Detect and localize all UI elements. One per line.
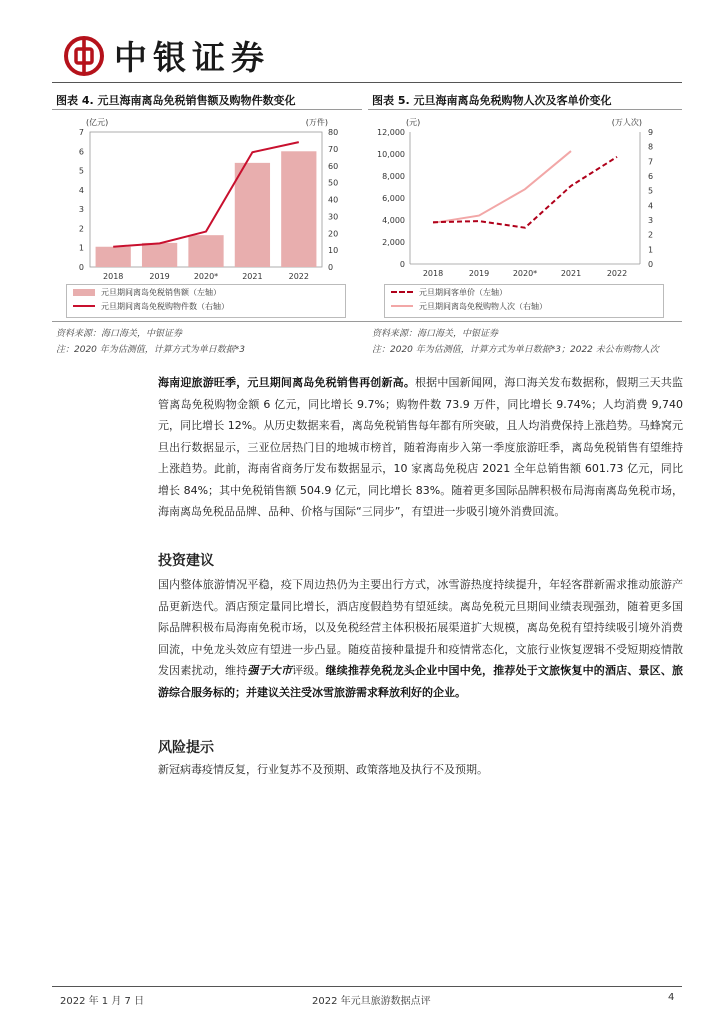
fig5-title: 图表 5. 元旦海南离岛免税购物人次及客单价变化 — [372, 94, 612, 107]
paragraph-investment-after: 评级。 — [292, 664, 326, 677]
company-logo — [64, 32, 270, 79]
fig4-left-tick: 5 — [78, 166, 84, 176]
fig4-right-tick: 40 — [328, 195, 339, 205]
paragraph-hainan-lead: 海南迎旅游旺季，元旦期间离岛免税销售再创新高。 — [158, 376, 415, 389]
fig5-legend-dashed — [391, 285, 663, 299]
fig5-left-unit: (元) — [406, 118, 421, 127]
fig5-solid-series — [433, 151, 571, 223]
fig5-legend-solid — [391, 299, 663, 313]
footer-title: 2022 年元旦旅游数据点评 — [312, 996, 431, 1007]
fig5-chart — [372, 112, 678, 320]
heading-risk: 风险提示 — [158, 740, 214, 756]
fig4-line-series — [113, 142, 299, 247]
header-rule — [52, 82, 682, 83]
paragraph-hainan-text: 根据中国新闻网，海口海关发布数据称，假期三天共监管离岛免税购物金额 6 亿元，同比增长 9.7%；购物件数 73.9 万件，同比增长 9.74%；人均消费 9,740 元，同比增长 12%。从历史数据来看，离岛免税销售每年都有所突破，且人均消费保持上涨趋势。马蜂窝元旦出行数据显示，三亚位居热门目的地城市榜首，随着海南步入第一季度旅游旺季，离岛免税销售有望维持上涨趋势。此前，海南省商务厅发布数据显示，10 家离岛免税店 2021 全年总销售额 601.73 亿元，同比增长 84%；其中免税销售额 504.9 亿元，同比增长 83%。随着更多国际品牌积极布局海南离岛免税市场，海南离岛免税品品牌、品种、价格与国际“三同步”，有望进一步吸引境外消费回流。 — [158, 376, 683, 518]
fig4-right-tick: 50 — [328, 178, 339, 188]
fig5-legend-solid-label: 元旦期间离岛免税购物人次（右轴） — [419, 301, 547, 311]
fig4-right-tick: 70 — [328, 144, 339, 154]
fig4-chart — [56, 112, 356, 320]
fig4-legend — [66, 284, 346, 318]
paragraph-risk: 新冠病毒疫情反复，行业复苏不及预期、政策落地及执行不及预期。 — [158, 763, 488, 776]
fig5-note: 注：2020 年为估测值，计算方式为单日数据*3；2022 未公布购物人次 — [372, 345, 659, 355]
fig5-right-tick: 5 — [648, 186, 654, 196]
fig4-right-tick: 80 — [328, 128, 339, 137]
fig4-right-tick: 30 — [328, 212, 339, 222]
paragraph-hainan — [158, 372, 683, 523]
fig5-left-tick: 12,000 — [377, 128, 405, 137]
bank-logo-icon — [64, 36, 104, 76]
fig4-x-tick: 2021 — [242, 272, 263, 281]
fig4-svg — [56, 112, 356, 282]
fig4-right-unit: (万件) — [305, 118, 328, 127]
fig5-right-tick: 3 — [648, 216, 654, 225]
fig4-x-tick: 2022 — [288, 272, 309, 281]
fig4-left-tick: 4 — [78, 185, 84, 195]
paragraph-investment-bold: 继续推荐免税龙头企业中国中免，推荐处于文旅恢复中的酒店、景区、旅游综合服务标的；并建议关注受冰雪旅游需求释放利好的企业。 — [158, 664, 684, 699]
footer-date: 2022 年 1 月 7 日 — [60, 996, 145, 1007]
legend-line-swatch — [73, 305, 95, 307]
fig4-right-tick: 0 — [328, 263, 334, 272]
rating-text: 强于大市 — [247, 664, 293, 677]
fig4-left-tick: 0 — [78, 263, 84, 272]
fig5-right-tick: 8 — [648, 142, 654, 152]
fig4-bar — [142, 243, 177, 267]
fig4-x-tick: 2019 — [149, 272, 170, 281]
fig5-right-tick: 0 — [648, 260, 654, 269]
fig5-left-tick: 8,000 — [382, 172, 405, 181]
fig5-left-tick: 0 — [399, 260, 405, 269]
fig4-rule — [52, 109, 362, 110]
fig5-legend — [384, 284, 664, 318]
fig5-right-tick: 9 — [648, 128, 654, 137]
fig4-left-tick: 2 — [78, 224, 84, 234]
fig4-right-tick: 20 — [328, 229, 339, 239]
fig4-left-tick: 1 — [78, 243, 84, 253]
fig4-legend-bar — [73, 285, 345, 299]
fig4-bar — [235, 163, 270, 267]
footer-page: 4 — [668, 992, 675, 1003]
fig5-right-unit: (万人次) — [611, 118, 642, 127]
fig4-right-tick: 10 — [328, 246, 339, 256]
fig5-right-tick: 6 — [648, 172, 654, 181]
fig5-x-tick: 2022 — [606, 269, 628, 278]
fig4-bar — [281, 151, 316, 267]
fig5-legend-dashed-label: 元旦期间客单价（左轴） — [419, 287, 507, 297]
legend-bar-swatch — [73, 289, 95, 296]
fig4-left-unit: (亿元) — [86, 118, 109, 127]
fig4-left-tick: 3 — [78, 205, 84, 215]
fig5-dashed-series — [433, 157, 617, 228]
fig5-svg — [372, 112, 678, 282]
fig4-legend-bar-label: 元旦期间离岛免税销售额（左轴） — [101, 287, 221, 297]
fig5-x-tick: 2020* — [512, 269, 538, 278]
fig5-left-tick: 6,000 — [382, 194, 405, 203]
fig4-note: 注：2020 年为估测值，计算方式为单日数据*3 — [56, 345, 245, 355]
fig4-right-tick: 60 — [328, 161, 339, 171]
fig4-left-tick: 6 — [78, 147, 84, 157]
fig5-rule — [368, 109, 682, 110]
fig4-bar — [96, 247, 131, 267]
legend-dashed-swatch — [391, 291, 413, 293]
paragraph-investment — [158, 574, 683, 703]
fig5-left-tick: 10,000 — [377, 150, 405, 159]
fig4-x-tick: 2020* — [193, 272, 219, 281]
fig5-right-tick: 2 — [648, 230, 654, 240]
paragraph-investment-text: 国内整体旅游情况平稳，疫下周边热仍为主要出行方式，冰雪游热度持续提升，年轻客群新需求推动旅游产品更新迭代。酒店预定量同比增长，酒店度假趋势有望延续。离岛免税元旦期间业绩表现强劲，随着更多国际品牌积极布局海南免税市场，以及免税经营主体积极拓展渠道扩大规模，离岛免税有望持续吸引境外消费回流，中免龙头效应有望进一步凸显。随疫苗接种量提升和疫情常态化，文旅行业恢复逻辑不受短期疫情散发因素扰动，维持 — [158, 578, 683, 677]
company-name: 中银证券 — [114, 38, 270, 77]
fig5-right-tick: 1 — [648, 245, 654, 255]
legend-solid-swatch — [391, 305, 413, 307]
fig4-x-tick: 2018 — [103, 272, 124, 281]
figure-bottom-rule — [52, 321, 682, 322]
fig4-left-tick: 7 — [78, 128, 84, 137]
fig4-legend-line-label: 元旦期间离岛免税购物件数（右轴） — [101, 301, 229, 311]
heading-investment: 投资建议 — [158, 553, 214, 569]
footer-rule — [52, 986, 682, 987]
fig5-x-tick: 2018 — [422, 269, 444, 278]
fig5-left-tick: 2,000 — [382, 238, 405, 247]
fig4-source: 资料来源：海口海关，中银证券 — [56, 329, 183, 339]
fig5-left-tick: 4,000 — [382, 216, 405, 225]
fig5-x-tick: 2021 — [560, 269, 582, 278]
fig5-x-tick: 2019 — [468, 269, 490, 278]
fig5-source: 资料来源：海口海关，中银证券 — [372, 329, 499, 339]
fig5-right-tick: 4 — [648, 201, 654, 211]
fig4-legend-line — [73, 299, 345, 313]
fig4-title: 图表 4. 元旦海南离岛免税销售额及购物件数变化 — [56, 94, 296, 107]
fig4-bar — [188, 235, 223, 267]
fig5-right-tick: 7 — [648, 157, 654, 167]
